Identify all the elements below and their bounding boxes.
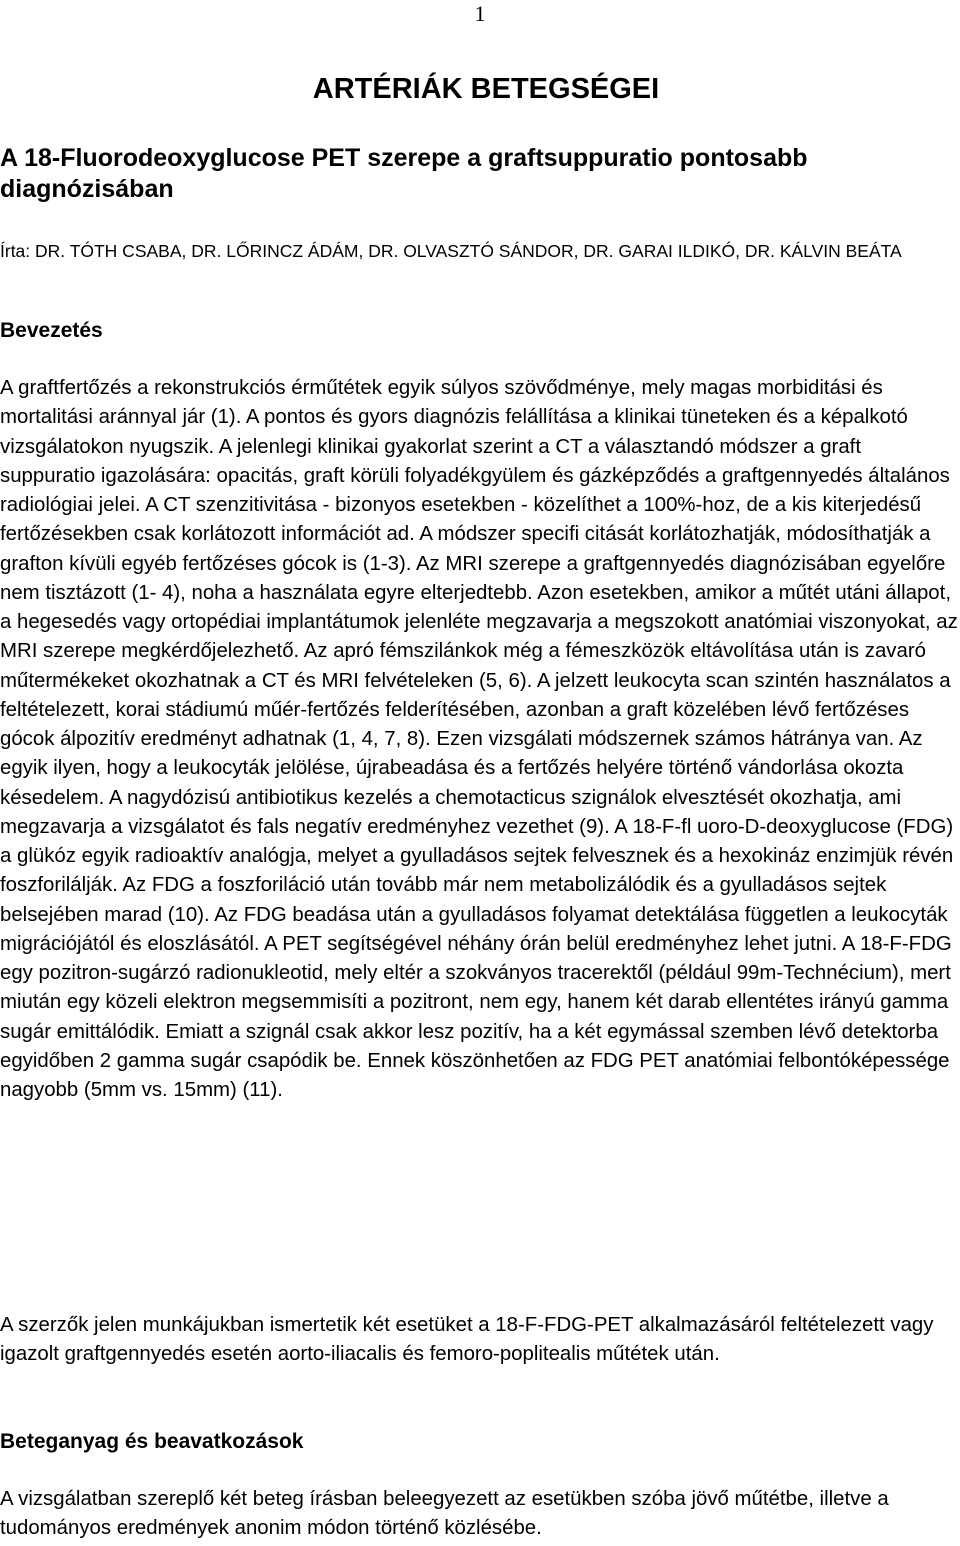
methods-paragraph: A vizsgálatban szereplő két beteg írásban beleegyezett az esetükben szóba jövő műtétbe, illetve a tudományos eredmények anonim módon történő közlésébe. xyxy=(0,1488,889,1540)
author-line: Írta: DR. TÓTH CSABA, DR. LŐRINCZ ÁDÁM, DR. OLVASZTÓ SÁNDOR, DR. GARAI ILDIKÓ, DR. KÁLVIN BEÁTA xyxy=(0,241,902,261)
page-number: 1 xyxy=(474,1,486,26)
introduction-paragraph: A graftfertőzés a rekonstrukciós érműtétek egyik súlyos szövődménye, mely magas morbiditási és mortalitási aránnyal jár (1). A pontos és gyors diagnózis felállítása a klinikai tüneteken és a képalkotó vizsgálatokon nyugszik. A jelenlegi klinikai gyakorlat szerint a CT a választandó módszer a graft suppuratio igazolására: opacitás, graft körüli folyadékgyülem és gázképződés a graftgennyedés általános radiológiai jelei. A CT szenzitivitása - bizonyos esetekben - közelíthet a 100%-hoz, de a kis kiterjedésű fertőzésekben csak korlátozott információt ad. A módszer specifi citását korlátozhatják, módosíthatják a grafton kívüli egyéb fertőzéses gócok is (1-3). Az MRI szerepe a graftgennyedés diagnózisában egyelőre nem tisztázott (1- 4), noha a használata egyre elterjedtebb. Azon esetekben, amikor a műtét utáni állapot, a hegesedés vagy ortopédiai implantátumok jelenléte megzavarja a megszokott anatómiai viszonyokat, az MRI szerepe megkérdőjelezhető. Az apró fémszilánkok még a fémeszközök eltávolítása után is zavaró műtermékeket okozhatnak a CT és MRI felvételeken (5, 6). A jelzett leukocyta scan szintén használatos a feltételezett, korai stádiumú műér-fertőzés felderítésében, azonban a graft közelében lévő fertőzéses gócok álpozitív eredményt adhatnak (1, 4, 7, 8). Ezen vizsgálati módszernek számos hátránya van. Az egyik ilyen, hogy a leukocyták jelölése, újrabeadása és a fertőzés helyére történő vándorlása okozta késedelem. A nagydózisú antibiotikus kezelés a chemotacticus szignálok elvesztését okozhatja, ami megzavarja a vizsgálatot és fals negatív eredményhez vezethet (9). A 18-F-fl uoro-D-deoxyglucose (FDG) a glükóz egyik radioaktív analógja, melyet a gyulladásos sejtek felvesznek és a hexokináz enzimjük révén foszforilálják. Az FDG a foszforiláció után tovább már nem metabolizálódik és a gyulladásos sejtek belsejében marad (10). Az FDG beadása után a gyulladásos folyamat detektálása független a leukocyták migrációjától és eloszlásától. A PET segítségével néhány órán belül eredményhez lehet jutni. A 18-F-FDG egy pozitron-sugárzó radionukleotid, mely eltér a szokványos tracerektől (például 99m-Technécium), mert miután egy közeli elektron megsemmisíti a pozitront, nem egy, hanem két darab ellentétes irányú gamma sugár emittálódik. Emiatt a szignál csak akkor lesz pozitív, ha a két egymással szemben lévő detektorba egyidőben 2 gamma sugár csapódik be. Ennek köszönhetően az FDG PET anatómiai felbontóképessége nagyobb (5mm vs. 15mm) (11). xyxy=(0,377,958,1101)
section-heading-methods: Beteganyag és beavatkozások xyxy=(0,1430,304,1453)
section-heading-introduction: Bevezetés xyxy=(0,319,103,342)
article-title: A 18-Fluorodeoxyglucose PET szerepe a graftsuppuratio pontosabb diagnózisában xyxy=(0,144,808,203)
document-title: ARTÉRIÁK BETEGSÉGEI xyxy=(312,73,660,105)
aim-paragraph: A szerzők jelen munkájukban ismertetik két esetüket a 18-F-FDG-PET alkalmazásáról feltételezett vagy igazolt graftgennyedés esetén aorto-iliacalis és femoro-poplitealis műtétek után. xyxy=(0,1314,934,1366)
